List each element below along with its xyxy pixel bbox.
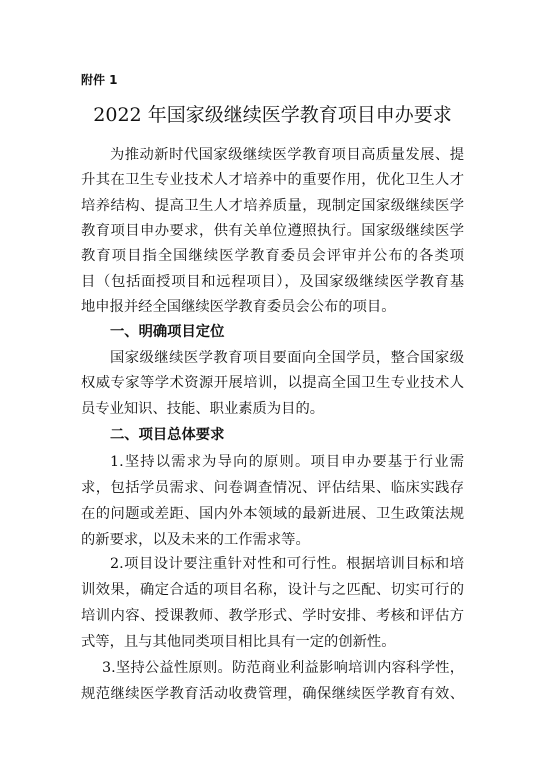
paragraph-line: 目（包括面授项目和远程项目），及国家级继续医学教育基 <box>81 274 464 290</box>
paragraph-line: 地申报并经全国继续医学教育委员会公布的项目。 <box>81 299 396 315</box>
section-heading: 二、项目总体要求 <box>110 427 225 443</box>
paragraph-line: 教育项目申办要求，供有关单位遵照执行。国家级继续医学 <box>81 223 464 239</box>
paragraph-line: 式等，且与其他同类项目相比具有一定的创新性。 <box>81 634 396 650</box>
attachment-label: 附件 1 <box>81 73 118 87</box>
paragraph-line: 3.坚持公益性原则。防范商业利益影响培训内容科学性， <box>102 660 464 676</box>
paragraph-line: 训效果，确定合适的项目名称，设计与之匹配、切实可行的 <box>81 582 464 598</box>
paragraph-line: 员专业知识、技能、职业素质为目的。 <box>81 401 325 417</box>
paragraph-line: 求，包括学员需求、问卷调查情况、评估结果、临床实践存 <box>81 480 464 496</box>
paragraph-line: 升其在卫生专业技术人才培养中的重要作用，优化卫生人才 <box>81 172 464 188</box>
section-heading: 一、明确项目定位 <box>110 324 225 340</box>
paragraph-line: 国家级继续医学教育项目要面向全国学员，整合国家级 <box>110 350 464 366</box>
paragraph-line: 培养结构、提高卫生人才培养质量，现制定国家级继续医学 <box>81 198 464 214</box>
paragraph-line: 的新要求，以及未来的工作需求等。 <box>81 532 310 548</box>
paragraph-line: 培训内容、授课教师、教学形式、学时安排、考核和评估方 <box>81 608 464 624</box>
paragraph-line: 1.坚持以需求为导向的原则。项目申办要基于行业需 <box>110 454 464 470</box>
paragraph-line: 规范继续医学教育活动收费管理，确保继续医学教育有效、 <box>81 686 464 702</box>
paragraph-line: 为推动新时代国家级继续医学教育项目高质量发展、提 <box>110 147 464 163</box>
paragraph-line: 2.项目设计要注重针对性和可行性。根据培训目标和培 <box>110 556 464 572</box>
paragraph-line: 教育项目指全国继续医学教育委员会评审并公布的各类项 <box>81 248 464 264</box>
paragraph-line: 在的问题或差距、国内外本领域的最新进展、卫生政策法规 <box>81 506 464 522</box>
document-title: 2022 年国家级继续医学教育项目申办要求 <box>93 104 452 126</box>
paragraph-line: 权威专家等学术资源开展培训，以提高全国卫生专业技术人 <box>81 375 464 391</box>
